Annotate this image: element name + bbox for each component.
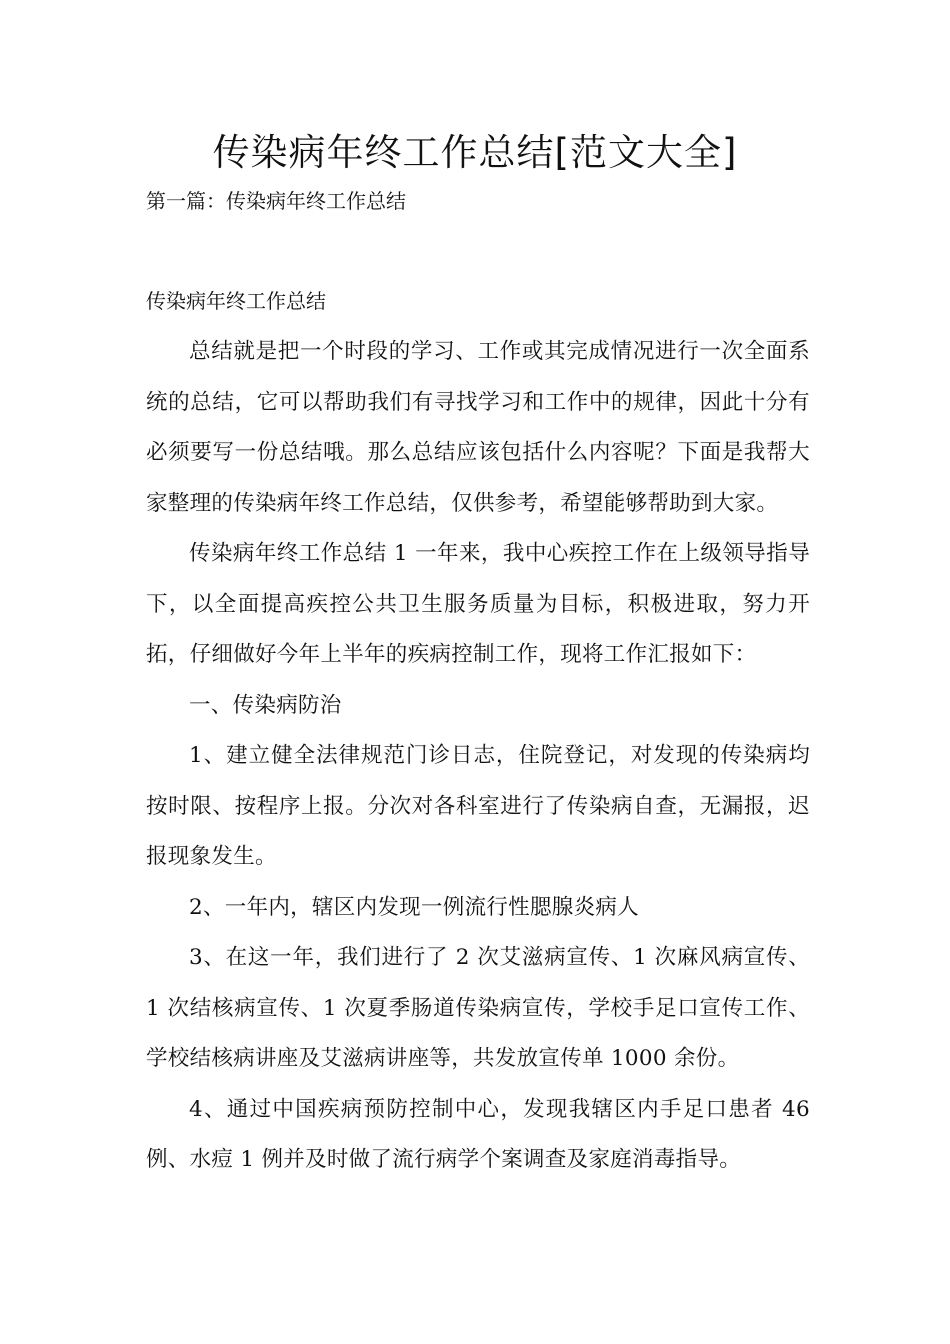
document-body — [146, 327, 810, 1186]
paragraph: 2、一年内，辖区内发现一例流行性腮腺炎病人 — [189, 894, 639, 920]
document-subtitle: 第一篇：传染病年终工作总结 — [146, 189, 406, 213]
paragraph: 一、传染病防治 — [189, 692, 342, 718]
document-title: 传染病年终工作总结[范文大全] — [212, 131, 738, 174]
paragraph: 1、建立健全法律规范门诊日志，住院登记，对发现的传染病均按时限、按程序上报。分次对各科室进行了传染病自查，无漏报，迟报现象发生。 — [146, 743, 810, 869]
paragraph: 3、在这一年，我们进行了 2 次艾滋病宣传、1 次麻风病宣传、1 次结核病宣传、1 次夏季肠道传染病宣传，学校手足口宣传工作、学校结核病讲座及艾滋病讲座等，共发放宣传单 1000 余份。 — [146, 945, 810, 1071]
paragraph: 4、通过中国疾病预防控制中心，发现我辖区内手足口患者 46 例、水痘 1 例并及时做了流行病学个案调查及家庭消毒指导。 — [146, 1096, 810, 1172]
paragraph: 传染病年终工作总结 1 一年来，我中心疾控工作在上级领导指导下，以全面提高疾控公共卫生服务质量为目标，积极进取，努力开拓，仔细做好今年上半年的疾病控制工作，现将工作汇报如下： — [146, 541, 810, 667]
paragraph: 总结就是把一个时段的学习、工作或其完成情况进行一次全面系统的总结，它可以帮助我们有寻找学习和工作中的规律，因此十分有必须要写一份总结哦。那么总结应该包括什么内容呢？下面是我帮大家整理的传染病年终工作总结，仅供参考，希望能够帮助到大家。 — [146, 339, 810, 516]
section-heading: 传染病年终工作总结 — [146, 289, 326, 313]
